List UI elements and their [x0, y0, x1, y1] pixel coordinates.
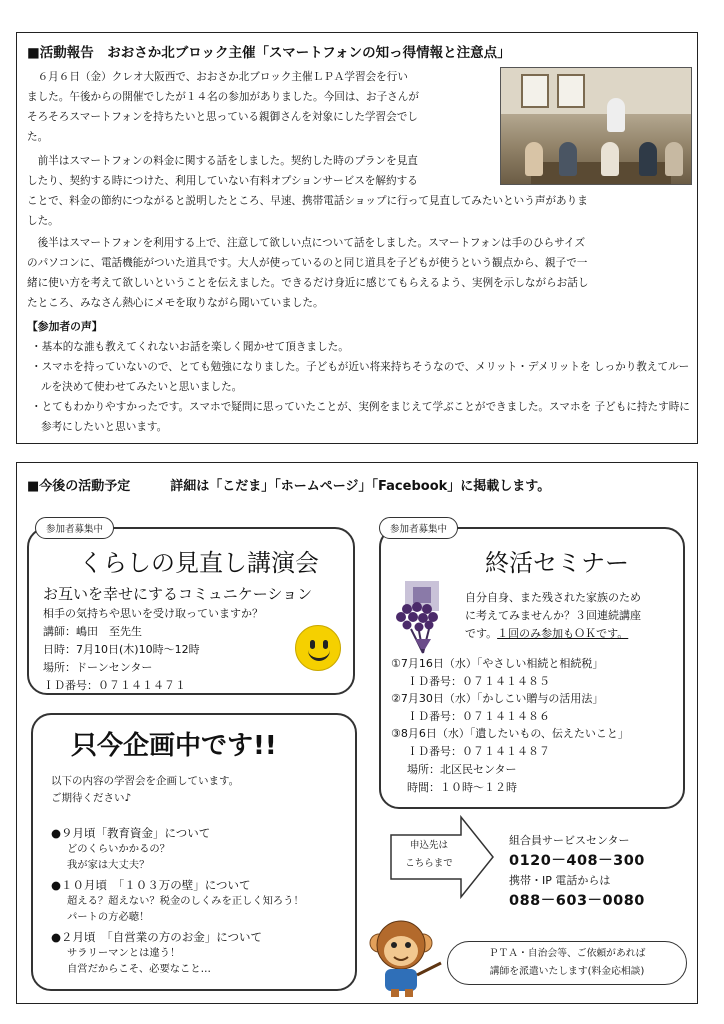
recruiting-badge: 参加者募集中 — [35, 517, 114, 539]
photo-person — [639, 142, 657, 176]
planning-card — [31, 713, 357, 991]
seminar-title: 終活セミナー — [485, 549, 629, 577]
lecture-details: 相手の気持ちや思いを受け取っていますか？ 講師：嶋田 至先生 日時：7月10日(木)10時～12時 場所：ドーンセンター ＩＤ番号：０７１４１４７１ — [43, 607, 263, 692]
planning-intro: 以下の内容の学習会を企画しています。 ご期待ください♪ — [51, 775, 240, 804]
bouquet-icon — [389, 577, 459, 659]
list-item: ●１０月頃 「１０３万の壁」について 超える？超えない？税金のしくみを正しく知ろう！ パートの方必聴！ — [51, 878, 304, 923]
seminar-intro: 自分自身、また残された家族のため に考えてみませんか？３回連続講座 です。１回のみ参加もＯＫです。 — [465, 591, 641, 640]
seminar-place-time: 場所：北区民センター 時間：１０時～１２時 — [407, 763, 517, 794]
photo-window — [521, 74, 549, 108]
report-paragraph-3: 後半はスマートフォンを利用する上で、注意して欲しい点について話をしました。スマートフォンは手のひらサイズ のパソコンに、電話機能がついた道具です。大人が使っているのと同じ道具を子どもが使うという観点から、親子で一 緒に使い方を考えて欲しいということを伝えました。できるだけ身近に感じてもらえるよう、実例を示しながらお話し たところ、みなさん熱心にメモを取りながら聞いていました。 — [27, 237, 589, 309]
schedule-heading: ■今後の活動予定 詳細は「こだま」「ホームページ」「Facebook」に掲載します。 — [27, 479, 551, 494]
schedule-section — [16, 462, 698, 1004]
recruiting-badge: 参加者募集中 — [379, 517, 458, 539]
list-item: ①7月16日（水）「やさしい相続と相続税」 — [391, 657, 604, 670]
photo-window — [557, 74, 585, 108]
phone-number-mobile: 088－603－0080 — [509, 893, 645, 909]
phone-number-free: 0120－408－300 — [509, 853, 645, 869]
smiley-icon — [295, 625, 341, 671]
schedule-note: 詳細は「こだま」「ホームページ」「Facebook」に掲載します。 — [170, 479, 551, 494]
list-item: ③8月6日（水）「遺したいもの、伝えたいこと」 — [391, 727, 629, 740]
photo-person — [665, 142, 683, 176]
participant-voices — [27, 337, 691, 437]
list-item: ●２月頃 「自営業の方のお金」について サラリーマンとは違う！ 自営だからこそ、必要なこと… — [51, 930, 263, 975]
activity-report-section — [16, 32, 698, 444]
list-item: ・スマホを持っていないので、とても勉強になりました。子どもが近い将来持ちそうなので、メリット・デメリットを しっかり教えてルールを決めて使わせてみたいと思いました。 — [31, 361, 690, 393]
lecture-subtitle: お互いを幸せにするコミュニケーション — [43, 585, 313, 603]
apply-label: 申込先は こちらまで — [405, 840, 453, 869]
planning-title: 只今企画中です!! — [71, 731, 277, 761]
report-heading: ■活動報告 おおさか北ブロック主催「スマートフォンの知っ得情報と注意点」 — [27, 45, 511, 61]
apply-arrow — [389, 815, 495, 899]
photo-person — [601, 142, 619, 176]
contact-info — [509, 831, 645, 911]
list-item: ②7月30日（水）「かしこい贈与の活用法」 — [391, 692, 604, 705]
planning-items — [51, 825, 351, 981]
service-center-name: 組合員サービスセンター — [509, 834, 630, 847]
report-paragraph-1: ６月６日（金）クレオ大阪西で、おおさか北ブロック主催ＬＰＡ学習会を行い ました。午後からの開催でしたが１４名の参加がありました。今回は、お子さんが そろそろスマートフォンを持ちたいと思っている親御さんを対象にした学習会でし た。 — [27, 71, 419, 143]
voices-title: 【参加者の声】 — [27, 320, 103, 333]
lecture-card — [27, 527, 355, 695]
seminar-card — [379, 527, 685, 809]
photo-person — [607, 98, 625, 132]
list-item: ・基本的な誰も教えてくれないお話を楽しく聞かせて頂きました。 — [31, 341, 349, 353]
monkey-mascot-icon — [367, 917, 445, 999]
lecture-title: くらしの見直し講演会 — [79, 549, 319, 577]
dispatch-bubble: ＰＴＡ・自治会等、ご依頼があれば 講師を派遣いたします(料金応相談) — [447, 941, 687, 985]
mobile-label: 携帯・IP 電話からは — [509, 874, 611, 887]
report-paragraph-2: 前半はスマートフォンの料金に関する話をしました。契約した時のプランを見直 したり、契約する時につけた、利用していない有料オプションサービスを解約する ことで、料金の節約につながると説明したところ、早速、携帯電話ショップに行って見直してみたいという声がありま した。 — [27, 155, 588, 227]
seminar-sessions: ①7月16日（水）「やさしい相続と相続税」 ＩＤ番号：０７１４１４８５ ②7月30日（水）「かしこい贈与の活用法」 ＩＤ番号：０７１４１４８６ ③8月6日（水）「遺したいもの、伝えたいこと」 ＩＤ番号：０７１４１４８７ — [391, 657, 629, 758]
list-item: ・とてもわかりやすかったです。スマホで疑問に思っていたことが、実例をまじえて学ぶことができました。スマホを 子どもに持たす時に参考にしたいと思います。 — [31, 401, 690, 433]
list-item: ●９月頃「教育資金」について どのくらいかかるの？ 我が家は大丈夫？ — [51, 826, 211, 871]
